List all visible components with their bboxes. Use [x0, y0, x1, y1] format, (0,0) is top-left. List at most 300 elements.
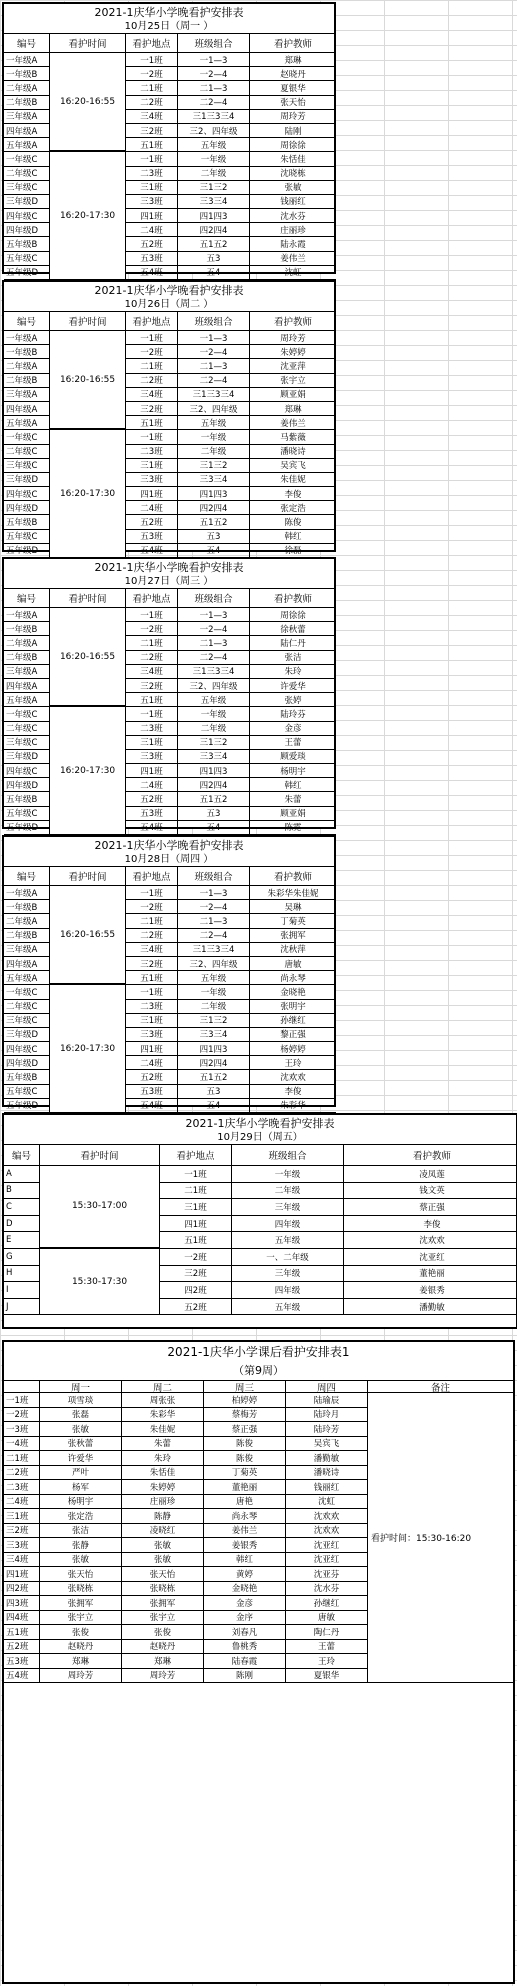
class-group-cell: 五年级 — [178, 693, 250, 707]
location-cell: 五3班 — [126, 530, 178, 544]
header-cell: 看护地点 — [126, 867, 178, 886]
location-cell: 一1班 — [126, 608, 178, 622]
header-cell: 看护教师 — [250, 867, 336, 886]
header-cell: 班级组合 — [178, 867, 250, 886]
teacher-cell: 陈霓 — [250, 821, 336, 835]
header-cell: 看护地点 — [126, 589, 178, 608]
class-code-cell: 一年级C — [4, 985, 50, 999]
header-cell: 班级组合 — [178, 34, 250, 53]
location-cell: 三1班 — [160, 1199, 232, 1216]
header-cell: 看护教师 — [250, 34, 336, 53]
class-code-cell: 一年级A — [4, 886, 50, 900]
class-code-cell: 五年级B — [4, 792, 50, 806]
location-cell: 二2班 — [126, 651, 178, 665]
class-group-cell: 四1四3 — [178, 487, 250, 501]
weekday-schedule-table — [2, 557, 336, 834]
teacher-cell: 沈亚红 — [344, 1249, 517, 1266]
teacher-cell: 董艳丽 — [204, 1480, 286, 1495]
class-group-cell: 五3 — [178, 1085, 250, 1099]
teacher-cell: 张磊 — [40, 1408, 122, 1423]
class-code-cell: 一年级B — [4, 622, 50, 636]
class-code-cell: 一年级A — [4, 53, 50, 67]
class-cell: 一2班 — [4, 1408, 40, 1423]
header-cell: 看护时间 — [50, 34, 126, 53]
location-cell: 一1班 — [126, 886, 178, 900]
class-group-cell: 三1三3三4 — [178, 665, 250, 679]
teacher-cell: 金彦 — [204, 1596, 286, 1611]
location-cell: 一1班 — [126, 985, 178, 999]
class-code-cell: 三年级A — [4, 388, 50, 402]
class-code-cell: 五年级B — [4, 1070, 50, 1084]
class-group-cell: 二年级 — [178, 167, 250, 181]
teacher-cell: 张宇立 — [250, 374, 336, 388]
header-cell: 看护地点 — [160, 1145, 232, 1166]
class-code-cell: 二年级B — [4, 651, 50, 665]
teacher-cell: 王蕾 — [250, 736, 336, 750]
class-group-cell: 三1三2 — [178, 459, 250, 473]
class-group-cell: 三3三4 — [178, 1028, 250, 1042]
class-code-cell: 五年级B — [4, 237, 50, 251]
location-cell: 二4班 — [126, 778, 178, 792]
class-code-cell: D — [4, 1216, 40, 1233]
class-group-cell: 三1三3三4 — [178, 388, 250, 402]
teacher-cell: 沈亚萍 — [250, 359, 336, 373]
teacher-cell: 张拥军 — [40, 1596, 122, 1611]
class-cell: 三2班 — [4, 1524, 40, 1539]
location-cell: 五2班 — [160, 1299, 232, 1316]
class-code-cell: 四年级C — [4, 487, 50, 501]
location-cell: 三4班 — [126, 388, 178, 402]
location-cell: 三2班 — [126, 679, 178, 693]
class-code-cell: 二年级C — [4, 1000, 50, 1014]
teacher-cell: 柏婷婷 — [204, 1393, 286, 1408]
class-cell: 一4班 — [4, 1437, 40, 1452]
class-group-cell: 五年级 — [232, 1232, 344, 1249]
class-code-cell: 五年级C — [4, 530, 50, 544]
teacher-cell: 张俊 — [40, 1625, 122, 1640]
class-group-cell: 三1三2 — [178, 181, 250, 195]
teacher-cell: 朱佳妮 — [122, 1422, 204, 1437]
schedule-grid — [4, 33, 334, 280]
header-cell: 看护地点 — [126, 34, 178, 53]
after-header-cell: 周四 — [286, 1381, 368, 1393]
class-code-cell: 二年级B — [4, 929, 50, 943]
teacher-cell: 陆瑜辰 — [286, 1393, 368, 1408]
class-group-cell: 二1—3 — [178, 81, 250, 95]
class-cell: 四4班 — [4, 1611, 40, 1626]
class-group-cell: 二年级 — [178, 445, 250, 459]
teacher-cell: 钱丽红 — [250, 195, 336, 209]
header-cell: 看护教师 — [250, 312, 336, 331]
class-code-cell: 一年级B — [4, 345, 50, 359]
teacher-cell: 唐敏 — [286, 1611, 368, 1626]
teacher-cell: 姜银秀 — [204, 1538, 286, 1553]
class-cell: 五4班 — [4, 1669, 40, 1684]
schedule-grid — [4, 588, 334, 835]
class-group-cell: 五1五2 — [178, 1070, 250, 1084]
class-group-cell: 五年级 — [232, 1299, 344, 1316]
teacher-cell: 凌晓红 — [122, 1524, 204, 1539]
schedule-date: 10月27日（周三 ） — [124, 576, 214, 587]
class-code-cell: 三年级A — [4, 943, 50, 957]
location-cell: 五3班 — [126, 1085, 178, 1099]
class-group-cell: 一2—4 — [178, 900, 250, 914]
class-code-cell: 一年级C — [4, 707, 50, 721]
teacher-cell: 郑琳 — [250, 402, 336, 416]
teacher-cell: 张静 — [40, 1538, 122, 1553]
class-group-cell: 五1五2 — [178, 792, 250, 806]
after-header-cell: 备注 — [368, 1381, 513, 1393]
teacher-cell: 凌凤莲 — [344, 1166, 517, 1183]
class-group-cell: 五3 — [178, 252, 250, 266]
teacher-cell: 张定浩 — [250, 501, 336, 515]
teacher-cell: 唐艳 — [204, 1495, 286, 1510]
teacher-cell: 朱玲 — [122, 1451, 204, 1466]
teacher-cell: 项雪琰 — [40, 1393, 122, 1408]
class-group-cell: 一2—4 — [178, 67, 250, 81]
class-code-cell: 五年级D — [4, 544, 50, 558]
class-group-cell: 三年级 — [232, 1266, 344, 1283]
class-cell: 五1班 — [4, 1625, 40, 1640]
time-cell: 16:20-17:30 — [50, 707, 126, 835]
class-code-cell: 四年级A — [4, 957, 50, 971]
location-cell: 四1班 — [126, 209, 178, 223]
class-cell: 四3班 — [4, 1596, 40, 1611]
class-group-cell: 五4 — [178, 544, 250, 558]
teacher-cell: 王玲 — [286, 1654, 368, 1669]
class-group-cell: 四1四3 — [178, 764, 250, 778]
class-group-cell: 一年级 — [178, 152, 250, 166]
teacher-cell: 蔡梅芳 — [204, 1408, 286, 1423]
header-cell: 看护教师 — [344, 1145, 517, 1166]
teacher-cell: 夏银华 — [250, 81, 336, 95]
teacher-cell: 顾亚娟 — [250, 388, 336, 402]
class-code-cell: 一年级B — [4, 67, 50, 81]
location-cell: 四2班 — [160, 1282, 232, 1299]
teacher-cell: 黎正强 — [250, 1028, 336, 1042]
teacher-cell: 蔡正强 — [204, 1422, 286, 1437]
teacher-cell: 姜伟兰 — [250, 252, 336, 266]
class-code-cell: 三年级D — [4, 750, 50, 764]
class-code-cell: 五年级B — [4, 515, 50, 529]
class-group-cell: 一2—4 — [178, 622, 250, 636]
location-cell: 五2班 — [126, 1070, 178, 1084]
teacher-cell: 朱彩华 — [250, 1099, 336, 1113]
class-group-cell: 三1三3三4 — [178, 110, 250, 124]
teacher-cell: 李俊 — [344, 1216, 517, 1233]
location-cell: 五2班 — [126, 792, 178, 806]
class-code-cell: 三年级A — [4, 665, 50, 679]
location-cell: 五4班 — [126, 1099, 178, 1113]
class-group-cell: 二年级 — [178, 1000, 250, 1014]
class-code-cell: 二年级A — [4, 636, 50, 650]
class-code-cell: 三年级A — [4, 110, 50, 124]
location-cell: 二1班 — [126, 81, 178, 95]
teacher-cell: 沈虹 — [250, 266, 336, 280]
teacher-cell: 陈静 — [122, 1509, 204, 1524]
header-cell: 编号 — [4, 867, 50, 886]
teacher-cell: 赵晓丹 — [250, 67, 336, 81]
header-cell: 看护时间 — [50, 867, 126, 886]
location-cell: 三1班 — [126, 459, 178, 473]
class-code-cell: 二年级C — [4, 167, 50, 181]
location-cell: 一2班 — [126, 67, 178, 81]
teacher-cell: 杨明宇 — [40, 1495, 122, 1510]
schedule-title: 2021-1庆华小学晚看护安排表 — [94, 284, 244, 297]
teacher-cell: 赵晓丹 — [122, 1640, 204, 1655]
teacher-cell: 严叶 — [40, 1466, 122, 1481]
class-code-cell: 五年级C — [4, 252, 50, 266]
class-code-cell: 三年级C — [4, 459, 50, 473]
class-code-cell: 一年级A — [4, 331, 50, 345]
teacher-cell: 陆春霞 — [204, 1654, 286, 1669]
teacher-cell: 夏银华 — [286, 1669, 368, 1684]
teacher-cell: 沈晓栋 — [250, 167, 336, 181]
teacher-cell: 张洁 — [250, 651, 336, 665]
location-cell: 二4班 — [126, 501, 178, 515]
class-group-cell: 一1—3 — [178, 331, 250, 345]
teacher-cell: 陆永霞 — [250, 237, 336, 251]
class-group-cell: 三3三4 — [178, 473, 250, 487]
class-group-cell: 一年级 — [178, 430, 250, 444]
teacher-cell: 朱彩华朱佳妮 — [250, 886, 336, 900]
after-school-title: 2021-1庆华小学课后看护安排表1 — [167, 1345, 350, 1359]
location-cell: 二4班 — [126, 1056, 178, 1070]
after-header-cell: 周三 — [204, 1381, 286, 1393]
class-code-cell: 一年级C — [4, 152, 50, 166]
class-cell: 三3班 — [4, 1538, 40, 1553]
location-cell: 四1班 — [126, 487, 178, 501]
teacher-cell: 姜伟兰 — [204, 1524, 286, 1539]
teacher-cell: 陶仁丹 — [286, 1625, 368, 1640]
weekday-schedule-table — [2, 280, 336, 557]
teacher-cell: 沈亚红 — [286, 1538, 368, 1553]
location-cell: 三3班 — [126, 1028, 178, 1042]
teacher-cell: 张敏 — [250, 181, 336, 195]
teacher-cell: 沈水芬 — [286, 1582, 368, 1597]
location-cell: 五2班 — [126, 515, 178, 529]
teacher-cell: 陈俊 — [204, 1437, 286, 1452]
class-group-cell: 五4 — [178, 1099, 250, 1113]
class-code-cell: 五年级A — [4, 971, 50, 985]
class-code-cell: 四年级D — [4, 778, 50, 792]
location-cell: 三4班 — [126, 110, 178, 124]
teacher-cell: 赵晓丹 — [40, 1640, 122, 1655]
schedule-date: 10月25日（周一 ） — [124, 21, 214, 32]
schedule-title: 2021-1庆华小学晚看护安排表 — [94, 839, 244, 852]
teacher-cell: 陆玲芬 — [250, 707, 336, 721]
teacher-cell: 张俊 — [122, 1625, 204, 1640]
location-cell: 一2班 — [126, 900, 178, 914]
header-cell: 班级组合 — [232, 1145, 344, 1166]
class-group-cell: 四年级 — [232, 1216, 344, 1233]
class-group-cell: 二2—4 — [178, 374, 250, 388]
teacher-cell: 周玲芳 — [122, 1669, 204, 1684]
class-code-cell: 五年级D — [4, 1099, 50, 1113]
location-cell: 三2班 — [126, 402, 178, 416]
class-code-cell: 五年级C — [4, 807, 50, 821]
header-cell: 看护地点 — [126, 312, 178, 331]
class-group-cell: 一1—3 — [178, 608, 250, 622]
location-cell: 二3班 — [126, 722, 178, 736]
location-cell: 五1班 — [126, 416, 178, 430]
teacher-cell: 朱蕾 — [122, 1437, 204, 1452]
class-group-cell: 五3 — [178, 530, 250, 544]
teacher-cell: 徐秋蕾 — [250, 622, 336, 636]
teacher-cell: 张天怡 — [250, 96, 336, 110]
teacher-cell: 庄丽珍 — [250, 223, 336, 237]
class-code-cell: H — [4, 1266, 40, 1283]
class-group-cell: 三3三4 — [178, 195, 250, 209]
teacher-cell: 张明宇 — [250, 1000, 336, 1014]
teacher-cell: 许爱华 — [40, 1451, 122, 1466]
class-group-cell: 二1—3 — [178, 914, 250, 928]
teacher-cell: 王玲 — [250, 1056, 336, 1070]
location-cell: 二2班 — [126, 96, 178, 110]
teacher-cell: 张秋蕾 — [40, 1437, 122, 1452]
class-code-cell: 四年级C — [4, 1042, 50, 1056]
teacher-cell: 沈欢欢 — [344, 1232, 517, 1249]
class-group-cell: 五年级 — [178, 138, 250, 152]
class-group-cell: 三1三2 — [178, 736, 250, 750]
location-cell: 三1班 — [126, 181, 178, 195]
class-code-cell: 一年级C — [4, 430, 50, 444]
class-group-cell: 一年级 — [232, 1166, 344, 1183]
teacher-cell: 张晓栋 — [122, 1582, 204, 1597]
teacher-cell: 黄婷 — [204, 1567, 286, 1582]
teacher-cell: 张拥军 — [250, 929, 336, 943]
teacher-cell: 马紫薇 — [250, 430, 336, 444]
location-cell: 一1班 — [126, 152, 178, 166]
class-code-cell: 二年级B — [4, 96, 50, 110]
class-group-cell: 三1三3三4 — [178, 943, 250, 957]
class-code-cell: 五年级C — [4, 1085, 50, 1099]
class-group-cell: 二2—4 — [178, 651, 250, 665]
class-code-cell: 三年级D — [4, 1028, 50, 1042]
after-header-cell: 周二 — [122, 1381, 204, 1393]
class-group-cell: 二2—4 — [178, 929, 250, 943]
teacher-cell: 丁菊英 — [204, 1466, 286, 1481]
teacher-cell: 朱彩华 — [122, 1408, 204, 1423]
teacher-cell: 沈欢欢 — [286, 1509, 368, 1524]
location-cell: 一1班 — [126, 331, 178, 345]
location-cell: 四1班 — [126, 764, 178, 778]
schedule-grid — [4, 866, 334, 1113]
teacher-cell: 周徐徐 — [250, 608, 336, 622]
class-group-cell: 四2四4 — [178, 501, 250, 515]
class-group-cell: 三2、四年级 — [178, 402, 250, 416]
teacher-cell: 吴宾飞 — [286, 1437, 368, 1452]
class-group-cell: 一2—4 — [178, 345, 250, 359]
teacher-cell: 郑琳 — [122, 1654, 204, 1669]
header-cell: 编号 — [4, 1145, 40, 1166]
class-code-cell: 四年级A — [4, 402, 50, 416]
class-group-cell: 三2、四年级 — [178, 124, 250, 138]
class-group-cell: 五4 — [178, 821, 250, 835]
class-group-cell: 五1五2 — [178, 515, 250, 529]
class-code-cell: I — [4, 1282, 40, 1299]
class-group-cell: 二1—3 — [178, 359, 250, 373]
teacher-cell: 徐磊 — [250, 544, 336, 558]
class-code-cell: G — [4, 1249, 40, 1266]
class-code-cell: 三年级C — [4, 181, 50, 195]
location-cell: 一2班 — [160, 1249, 232, 1266]
teacher-cell: 孙继红 — [286, 1596, 368, 1611]
class-group-cell: 一年级 — [178, 985, 250, 999]
teacher-cell: 吴宾飞 — [250, 459, 336, 473]
class-code-cell: A — [4, 1166, 40, 1183]
teacher-cell: 董艳丽 — [344, 1266, 517, 1283]
location-cell: 五4班 — [126, 544, 178, 558]
after-header-cell — [4, 1381, 40, 1393]
time-cell: 15:30-17:00 — [40, 1166, 160, 1249]
schedule-title: 2021-1庆华小学晚看护安排表 — [94, 6, 244, 19]
class-code-cell: 一年级A — [4, 608, 50, 622]
teacher-cell: 沈欢欢 — [250, 1070, 336, 1084]
location-cell: 三1班 — [126, 736, 178, 750]
class-group-cell: 五年级 — [178, 971, 250, 985]
location-cell: 一1班 — [126, 707, 178, 721]
class-code-cell: 四年级D — [4, 1056, 50, 1070]
teacher-cell: 张天怡 — [40, 1567, 122, 1582]
class-code-cell: 四年级D — [4, 501, 50, 515]
class-cell: 一3班 — [4, 1422, 40, 1437]
class-group-cell: 一1—3 — [178, 53, 250, 67]
teacher-cell: 杨婷婷 — [250, 1042, 336, 1056]
class-cell: 三1班 — [4, 1509, 40, 1524]
teacher-cell: 潘勤敏 — [286, 1451, 368, 1466]
location-cell: 三4班 — [126, 943, 178, 957]
class-group-cell: 四年级 — [232, 1282, 344, 1299]
location-cell: 二1班 — [126, 636, 178, 650]
location-cell: 二3班 — [126, 445, 178, 459]
class-code-cell: 二年级B — [4, 374, 50, 388]
header-cell: 编号 — [4, 312, 50, 331]
teacher-cell: 陈俊 — [250, 515, 336, 529]
location-cell: 三4班 — [126, 665, 178, 679]
after-header-cell: 周一 — [40, 1381, 122, 1393]
location-cell: 五3班 — [126, 807, 178, 821]
teacher-cell: 顾亚娟 — [250, 807, 336, 821]
class-code-cell: 三年级D — [4, 473, 50, 487]
time-cell: 16:20-16:55 — [50, 53, 126, 152]
teacher-cell: 陈俊 — [204, 1451, 286, 1466]
location-cell: 一2班 — [126, 345, 178, 359]
location-cell: 三2班 — [126, 957, 178, 971]
teacher-cell: 张晓栋 — [40, 1582, 122, 1597]
teacher-cell: 沈水芬 — [250, 209, 336, 223]
class-group-cell: 五1五2 — [178, 237, 250, 251]
class-group-cell: 一年级 — [178, 707, 250, 721]
time-cell: 16:20-16:55 — [50, 608, 126, 707]
teacher-cell: 陆刚 — [250, 124, 336, 138]
teacher-cell: 姜银秀 — [344, 1282, 517, 1299]
time-cell: 16:20-17:30 — [50, 430, 126, 558]
class-code-cell: 五年级A — [4, 138, 50, 152]
teacher-cell: 许爱华 — [250, 679, 336, 693]
schedule-grid — [4, 311, 334, 558]
teacher-cell: 钱丽红 — [286, 1480, 368, 1495]
class-code-cell: 二年级C — [4, 722, 50, 736]
location-cell: 二4班 — [126, 223, 178, 237]
class-group-cell: 二1—3 — [178, 636, 250, 650]
class-code-cell: 二年级A — [4, 914, 50, 928]
header-cell: 编号 — [4, 589, 50, 608]
schedule-date: 10月26日（周二 ） — [124, 299, 214, 310]
class-group-cell: 二年级 — [232, 1183, 344, 1200]
header-cell: 看护教师 — [250, 589, 336, 608]
teacher-cell: 朱玲 — [250, 665, 336, 679]
